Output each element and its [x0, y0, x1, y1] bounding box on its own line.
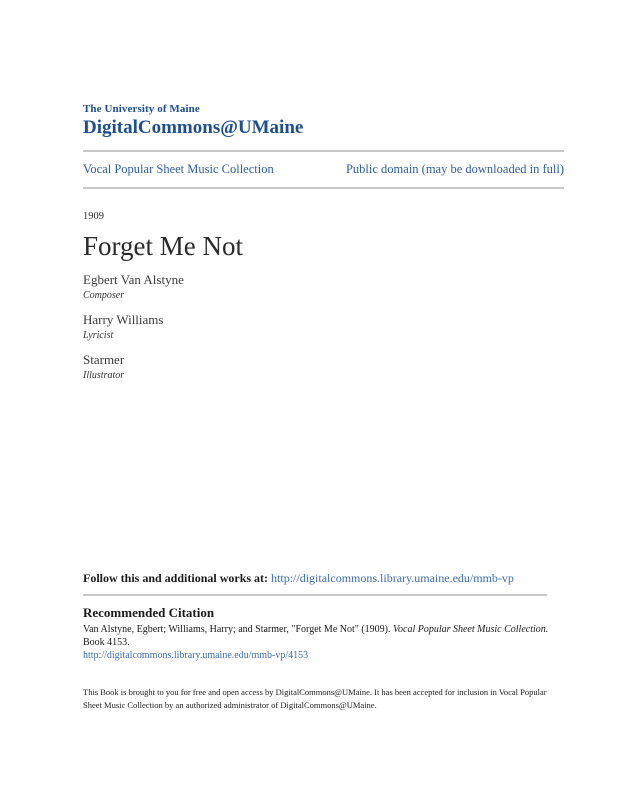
repository-name: DigitalCommons@UMaine	[83, 117, 304, 138]
citation-series-title: Vocal Popular Sheet Music Collection.	[393, 624, 549, 635]
follow-works-label: Follow this and additional works at:	[83, 571, 272, 585]
work-title: Forget Me Not	[83, 231, 243, 261]
institution-name: The University of Maine	[83, 103, 200, 115]
citation-text-suffix: Book 4153.	[83, 637, 130, 648]
contributor-illustrator	[83, 352, 563, 382]
collection-name: Vocal Popular Sheet Music Collection	[83, 162, 274, 176]
contributor-name: Egbert Van Alstyne	[83, 272, 184, 287]
recommended-citation-heading: Recommended Citation	[83, 605, 215, 620]
citation-url-line	[83, 649, 563, 662]
contributor-name: Starmer	[83, 352, 125, 367]
follow-works-line	[83, 571, 563, 586]
divider-collection	[83, 187, 564, 189]
contributor-lyricist	[83, 312, 563, 342]
empty-space	[83, 382, 563, 571]
citation-text	[83, 623, 563, 649]
contributor-name: Harry Williams	[83, 312, 164, 327]
repository-header	[83, 103, 563, 139]
citation-url-link[interactable]: http://digitalcommons.library.umaine.edu/mmb-vp/4153	[83, 650, 309, 661]
contributor-role: Lyricist	[83, 330, 114, 341]
publication-year: 1909	[83, 211, 104, 222]
contributor-role: Composer	[83, 290, 125, 301]
contributor-composer	[83, 272, 563, 302]
divider-top	[83, 150, 564, 152]
rights-statement: Public domain (may be downloaded in full)	[345, 162, 564, 176]
footer-access-statement: This Book is brought to you for free and open access by DigitalCommons@UMaine. It has been accepted for inclusion in Vocal Popular Sheet Music Collection by an authorized administrator of DigitalCommons@UMaine.	[83, 687, 547, 710]
collection-bar	[83, 161, 564, 178]
citation-text-prefix: Van Alstyne, Egbert; Williams, Harry; and Starmer, "Forget Me Not" (1909).	[83, 624, 393, 635]
contributor-role: Illustrator	[83, 370, 125, 381]
collection-url-link[interactable]: http://digitalcommons.library.umaine.edu/mmb-vp	[271, 571, 514, 585]
divider-citation	[83, 594, 547, 596]
